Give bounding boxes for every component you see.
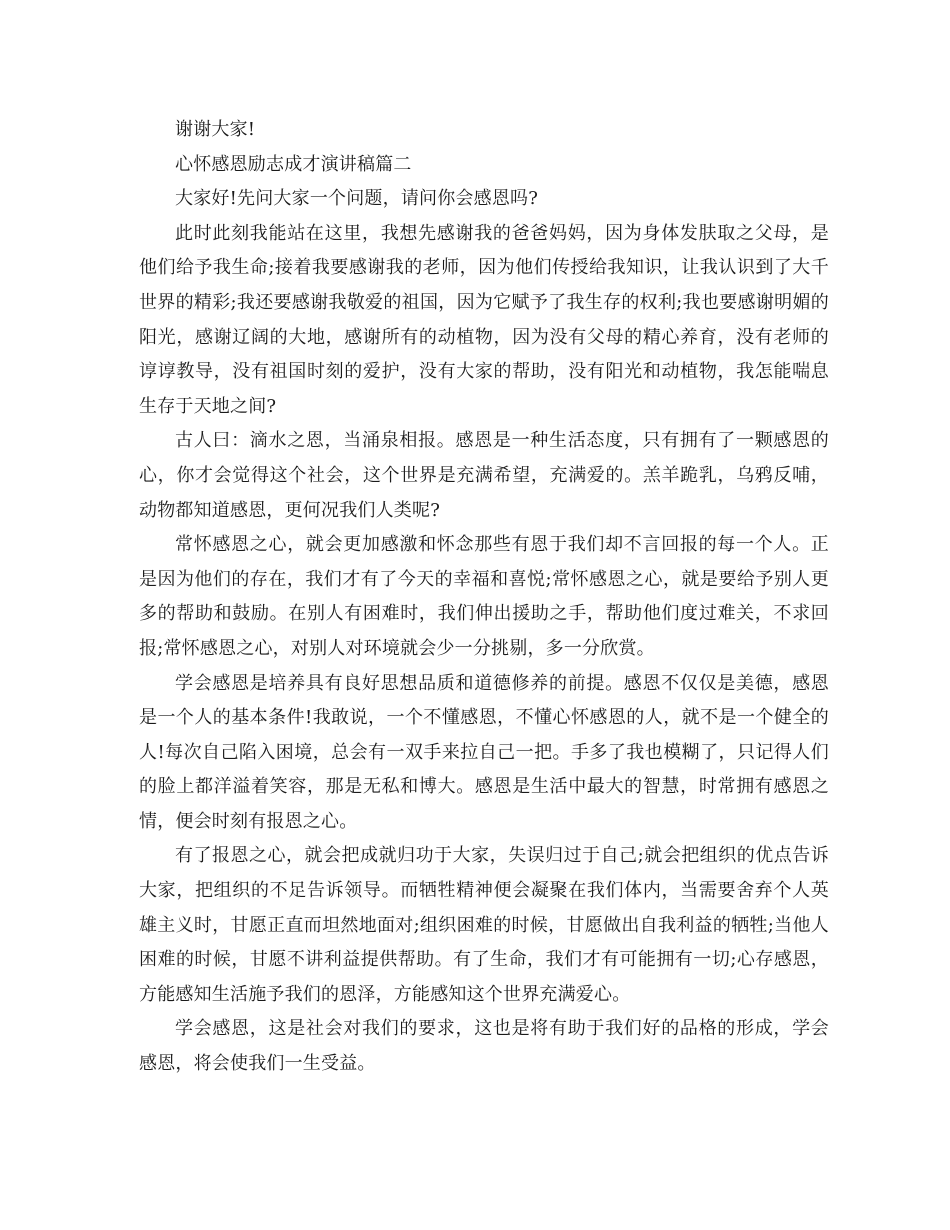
paragraph-greeting: 大家好!先问大家一个问题，请问你会感恩吗? <box>175 188 539 210</box>
paragraph-learn-gratitude: 学会感恩是培养具有良好思想品质和道德修养的前提。感恩不仅仅是美德，感恩是一个人的基本条件!我敢说，一个不懂感恩，不懂心怀感恩的人，就不是一个健全的人!每次自己陷入困境，总会有一双手来拉自己一把。手多了我也模糊了，只记得人们的脸上都洋溢着笑容，那是无私和博大。感恩是生活中最大的智慧，时常拥有感恩之情，便会时刻有报恩之心。 <box>139 672 829 832</box>
paragraph-proverb: 古人曰：滴水之恩，当涌泉相报。感恩是一种生活态度，只有拥有了一颗感恩的心，你才会觉得这个社会，这个世界是充满希望，充满爱的。羔羊跪乳，乌鸦反哺，动物都知道感恩，更何况我们人类呢? <box>139 430 829 521</box>
paragraph-grateful-heart: 常怀感恩之心，就会更加感激和怀念那些有恩于我们却不言回报的每一个人。正是因为他们的存在，我们才有了今天的幸福和喜悦;常怀感恩之心，就是要给予别人更多的帮助和鼓励。在别人有困难时，我们伸出援助之手，帮助他们度过难关，不求回报;常怀感恩之心，对别人对环境就会少一分挑剔，多一分欣赏。 <box>139 534 829 659</box>
paragraph-repay: 有了报恩之心，就会把成就归功于大家，失误归过于自己;就会把组织的优点告诉大家，把组织的不足告诉领导。而牺牲精神便会凝聚在我们体内，当需要舍弃个人英雄主义时，甘愿正直而坦然地面对;组织困难的时候，甘愿做出自我利益的牺牲;当他人困难的时候，甘愿不讲利益提供帮助。有了生命，我们才有可能拥有一切;心存感恩，方能感知生活施予我们的恩泽，方能感知这个世界充满爱心。 <box>139 845 829 1005</box>
paragraph-conclusion: 学会感恩，这是社会对我们的要求，这也是将有助于我们好的品格的形成，学会感恩，将会使我们一生受益。 <box>139 1018 829 1075</box>
section-title: 心怀感恩励志成才演讲稿篇二 <box>175 153 412 175</box>
paragraph-thanks: 此时此刻我能站在这里，我想先感谢我的爸爸妈妈，因为身体发肤取之父母，是他们给予我生命;接着我要感谢我的老师，因为他们传授给我知识，让我认识到了大千世界的精彩;我还要感谢我敬爱的祖国，因为它赋予了我生存的权利;我也要感谢明媚的阳光，感谢辽阔的大地，感谢所有的动植物，因为没有父母的精心养育，没有老师的谆谆教导，没有祖国时刻的爱护，没有大家的帮助，没有阳光和动植物，我怎能喘息生存于天地之间? <box>139 222 829 417</box>
document-body <box>139 113 829 1082</box>
paragraph-closing-thanks: 谢谢大家! <box>175 119 256 140</box>
